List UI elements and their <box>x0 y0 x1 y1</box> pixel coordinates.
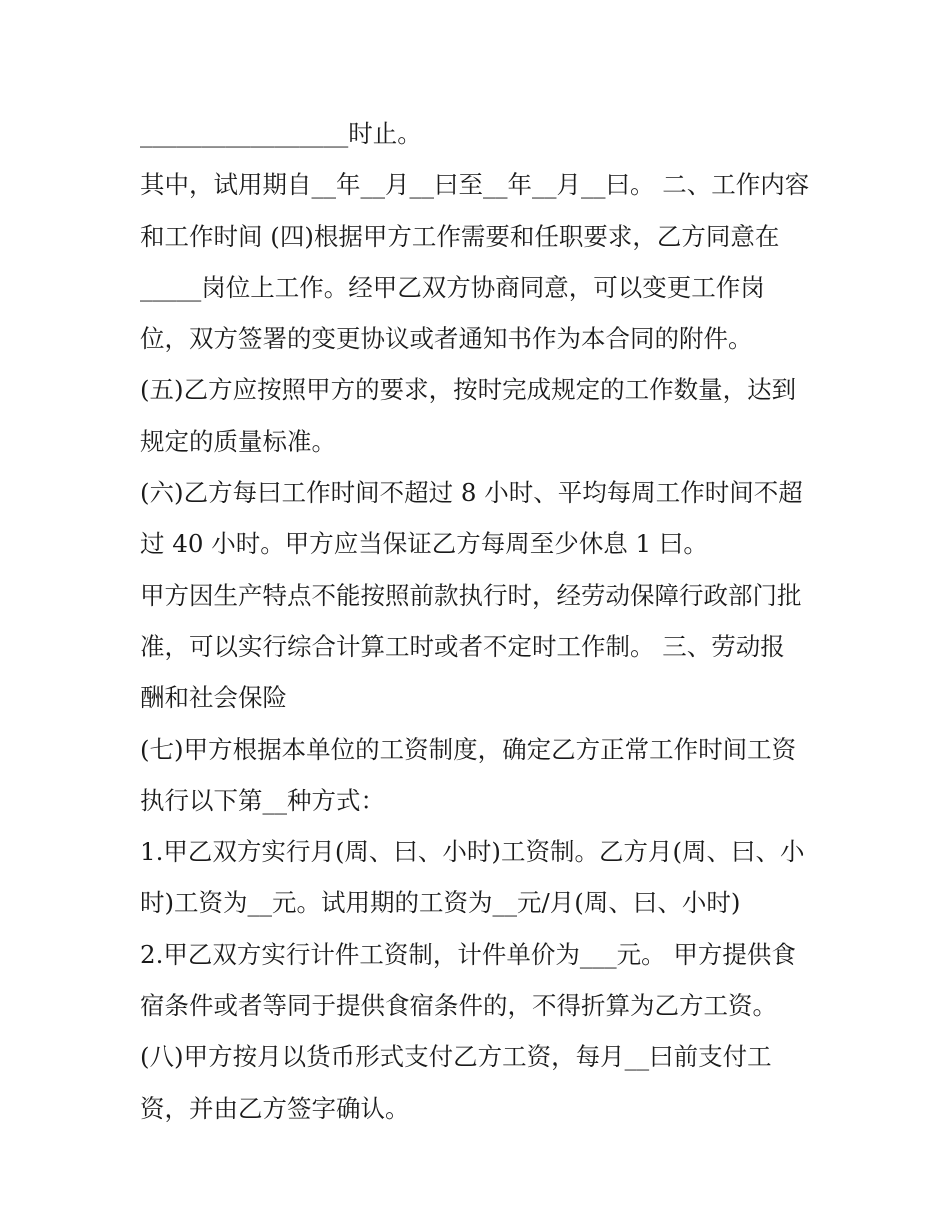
text-line: 时)工资为__元。试用期的工资为__元/月(周、曰、小时) <box>140 888 741 918</box>
document-body <box>140 108 830 1134</box>
text-line: 执行以下第__种方式： <box>140 785 385 815</box>
text-line: 和工作时间 (四)根据甲方工作需要和任职要求，乙方同意在 <box>140 221 780 251</box>
text-line: 准，可以实行综合计算工时或者不定时工作制。 三、劳动报 <box>140 631 785 661</box>
text-line: 资，并由乙方签字确认。 <box>140 1093 410 1123</box>
text-line: 位，双方签署的变更协议或者通知书作为本合同的附件。 <box>140 324 753 354</box>
text-line: 酬和社会保险 <box>140 683 287 713</box>
text-line: 其中，试用期自__年__月__曰至__年__月__曰。 二、工作内容 <box>140 170 810 200</box>
text-line: (六)乙方每曰工作时间不超过 8 小时、平均每周工作时间不超 <box>140 478 803 508</box>
text-line: _____岗位上工作。经甲乙双方协商同意，可以变更工作岗 <box>140 272 765 302</box>
text-line: 2.甲乙双方实行计件工资制，计件单价为___元。 甲方提供食 <box>140 939 796 969</box>
text-line: 1.甲乙双方实行月(周、曰、小时)工资制。乙方月(周、曰、小 <box>140 837 805 867</box>
text-line: _________________时止。 <box>140 119 422 148</box>
text-line: 宿条件或者等同于提供食宿条件的，不得折算为乙方工资。 <box>140 991 777 1021</box>
text-line: (八)甲方按月以货币形式支付乙方工资，每月__曰前支付工 <box>140 1042 772 1072</box>
text-line: 甲方因生产特点不能按照前款执行时，经劳动保障行政部门批 <box>140 580 802 610</box>
text-line: (七)甲方根据本单位的工资制度，确定乙方正常工作时间工资 <box>140 734 797 764</box>
text-line: (五)乙方应按照甲方的要求，按时完成规定的工作数量，达到 <box>140 375 797 405</box>
text-line: 规定的质量标准。 <box>140 426 336 456</box>
text-line: 过 40 小时。甲方应当保证乙方每周至少休息 1 曰。 <box>140 529 708 559</box>
